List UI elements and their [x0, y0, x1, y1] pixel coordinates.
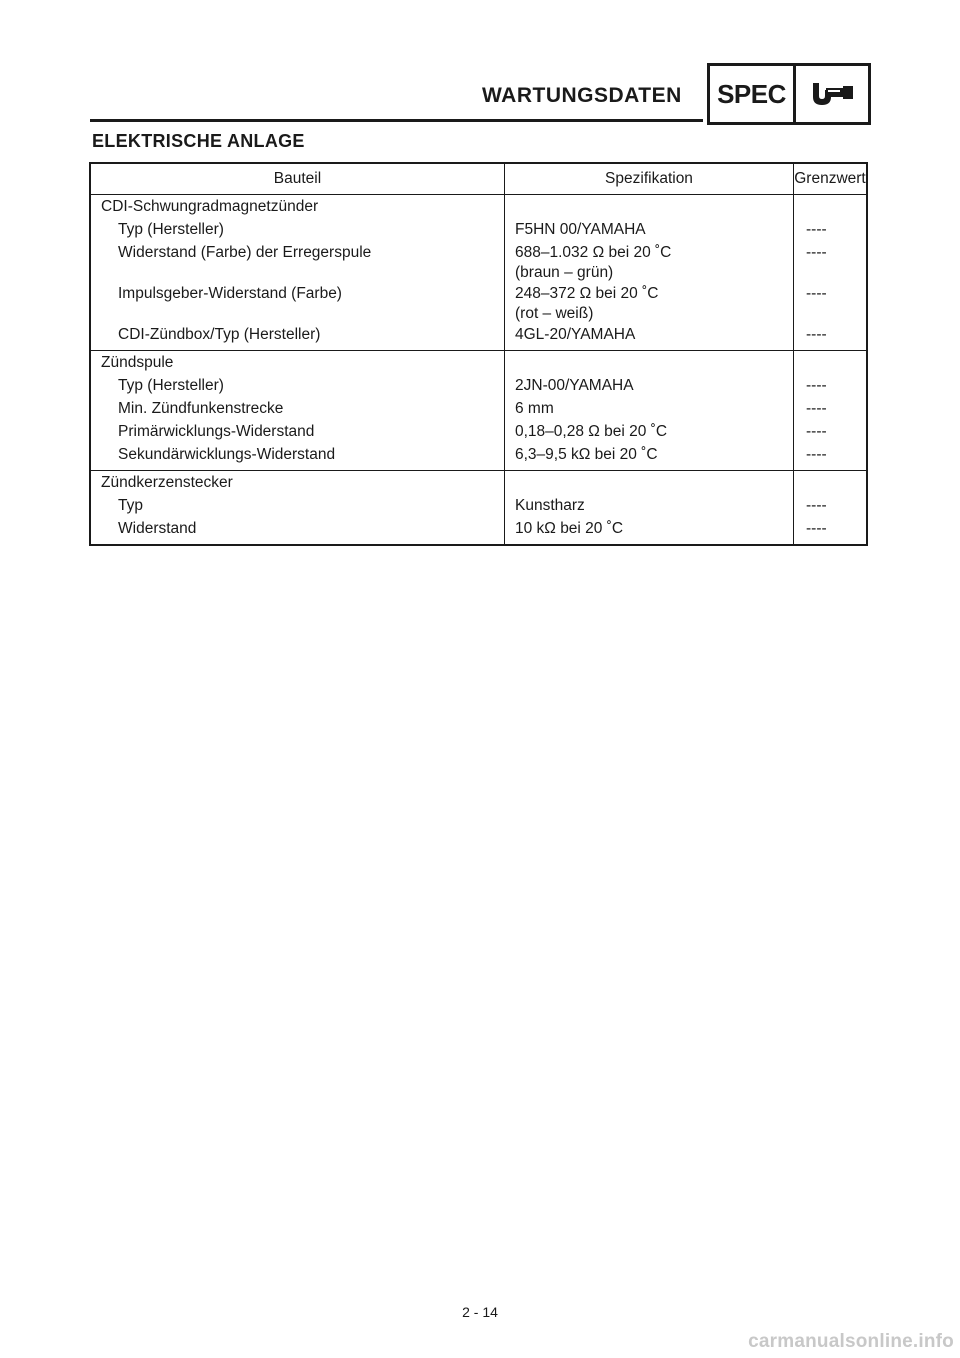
wrench-icon [796, 66, 868, 122]
spec-cell [505, 242, 794, 283]
part-cell: Widerstand [118, 520, 197, 537]
empty-cell [505, 195, 794, 220]
part-cell: Typ [118, 497, 143, 514]
empty-cell [505, 351, 794, 376]
spec-value: 2JN-00/YAMAHA [515, 377, 634, 394]
table-row [90, 324, 867, 351]
header-rule [90, 119, 703, 122]
table-group-row [90, 195, 867, 220]
part-cell: Min. Zündfunkenstrecke [118, 400, 284, 417]
limit-cell: ---- [794, 444, 868, 471]
limit-cell: ---- [794, 375, 868, 398]
spec-cell [505, 219, 794, 242]
limit-cell: ---- [794, 219, 868, 242]
limit-cell: ---- [794, 324, 868, 351]
section-title: ELEKTRISCHE ANLAGE [92, 131, 305, 151]
table-header-row [90, 163, 867, 195]
limit-cell: ---- [794, 242, 868, 283]
spec-cell [505, 518, 794, 545]
spec-note: (rot – weiß) [515, 305, 594, 322]
limit-cell: ---- [794, 421, 868, 444]
group-title: CDI-Schwungradmagnetzünder [101, 198, 319, 215]
part-cell: Impulsgeber-Widerstand (Farbe) [118, 285, 342, 302]
spec-cell [505, 375, 794, 398]
empty-cell [794, 351, 868, 376]
column-header: Grenzwert [794, 163, 868, 195]
table-row [90, 518, 867, 545]
part-cell: Sekundärwicklungs-Widerstand [90, 444, 505, 471]
empty-cell [505, 471, 794, 496]
page-header-title: WARTUNGSDATEN [482, 84, 682, 107]
table-row [90, 375, 867, 398]
spec-value: 6,3–9,5 kΩ bei 20 ˚C [515, 446, 658, 463]
spec-cell [505, 421, 794, 444]
table-group-row [90, 471, 867, 496]
limit-cell: ---- [794, 495, 868, 518]
table-row [90, 283, 867, 324]
spec-cell [505, 495, 794, 518]
part-cell: Typ (Hersteller) [118, 221, 224, 238]
column-header: Spezifikation [505, 163, 794, 195]
group-title: Zündkerzenstecker [101, 474, 233, 491]
spec-value: 0,18–0,28 Ω bei 20 ˚C [515, 423, 668, 440]
limit-cell: ---- [794, 518, 868, 545]
spec-value: Kunstharz [515, 497, 585, 514]
spec-cell [505, 324, 794, 351]
spec-value: 4GL-20/YAMAHA [515, 326, 636, 343]
limit-cell: ---- [794, 398, 868, 421]
spec-badge-label: SPEC [710, 66, 796, 122]
part-cell: CDI-Zündbox/Typ (Hersteller) [90, 324, 505, 351]
column-header: Bauteil [90, 163, 505, 195]
watermark: carmanualsonline.info [748, 1331, 954, 1352]
spec-value: 6 mm [515, 400, 554, 417]
empty-cell [794, 195, 868, 220]
part-cell: Typ (Hersteller) [118, 377, 224, 394]
limit-cell: ---- [794, 283, 868, 324]
table-row [90, 444, 867, 471]
table-group-row [90, 351, 867, 376]
spec-value: 688–1.032 Ω bei 20 ˚C [515, 244, 672, 261]
table-row [90, 421, 867, 444]
empty-cell [794, 471, 868, 496]
table-row [90, 398, 867, 421]
table-body [90, 195, 867, 546]
page-number: 2 - 14 [462, 1304, 498, 1320]
spec-cell [505, 444, 794, 471]
table-row [90, 495, 867, 518]
spec-badge [707, 63, 871, 125]
spec-value: 248–372 Ω bei 20 ˚C [515, 285, 659, 302]
spec-value: F5HN 00/YAMAHA [515, 221, 646, 238]
spec-note: (braun – grün) [515, 264, 614, 281]
table-row [90, 242, 867, 283]
table-row [90, 219, 867, 242]
part-cell: Primärwicklungs-Widerstand [118, 423, 315, 440]
group-title: Zündspule [101, 354, 174, 371]
part-cell: Widerstand (Farbe) der Erregerspule [118, 244, 372, 261]
spec-cell [505, 398, 794, 421]
spec-value: 10 kΩ bei 20 ˚C [515, 520, 624, 537]
spec-cell [505, 283, 794, 324]
spec-table [89, 162, 868, 546]
